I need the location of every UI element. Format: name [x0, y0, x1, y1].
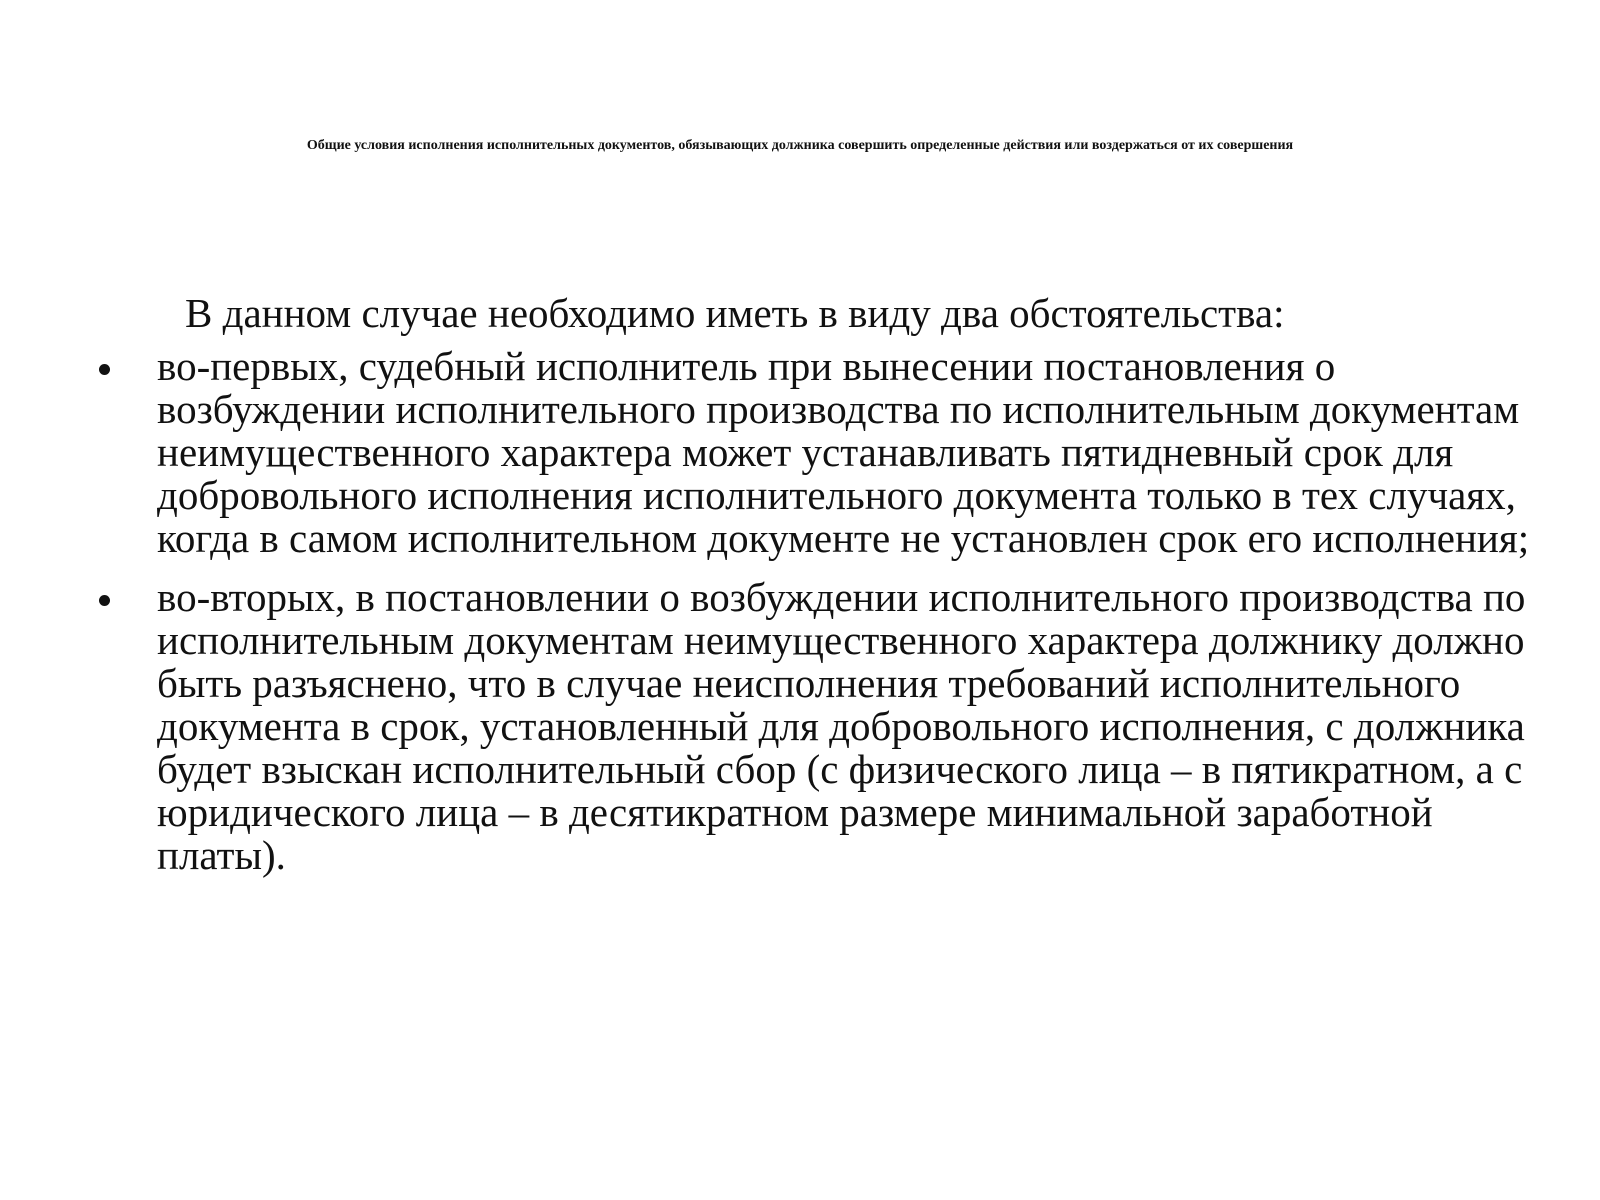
slide-title: Общие условия исполнения исполнительных документов, обязывающих должника совершить определенные действия или воздержаться от их совершения — [306, 138, 1294, 153]
bullet-dot-icon — [99, 595, 110, 606]
bullet-text: во-вторых, в постановлении о возбуждении исполнительного производства по исполнительным документам неимущественного характера должнику должно быть разъяснено, что в случае неисполнения требований исполнительного документа в срок, установленный для добровольного исполнения, с должника будет взыскан исполнительный сбор (с физического лица – в пятикратном, а с юридического лица – в десятикратном размере минимальной заработной платы). — [157, 574, 1526, 878]
bullet-list — [95, 345, 1545, 877]
slide-body — [95, 292, 1545, 893]
bullet-dot-icon — [99, 364, 110, 375]
bullet-item-first — [95, 345, 1545, 560]
intro-text: В данном случае необходимо иметь в виду два обстоятельства: — [185, 290, 1285, 336]
bullet-text: во-первых, судебный исполнитель при вынесении постановления о возбуждении исполнительного производства по исполнительным документам неимущественного характера может устанавливать пятидневный срок для добровольного исполнения исполнительного документа только в тех случаях, когда в самом исполнительном документе не установлен срок его исполнения; — [157, 343, 1530, 561]
bullet-item-second — [95, 576, 1545, 877]
